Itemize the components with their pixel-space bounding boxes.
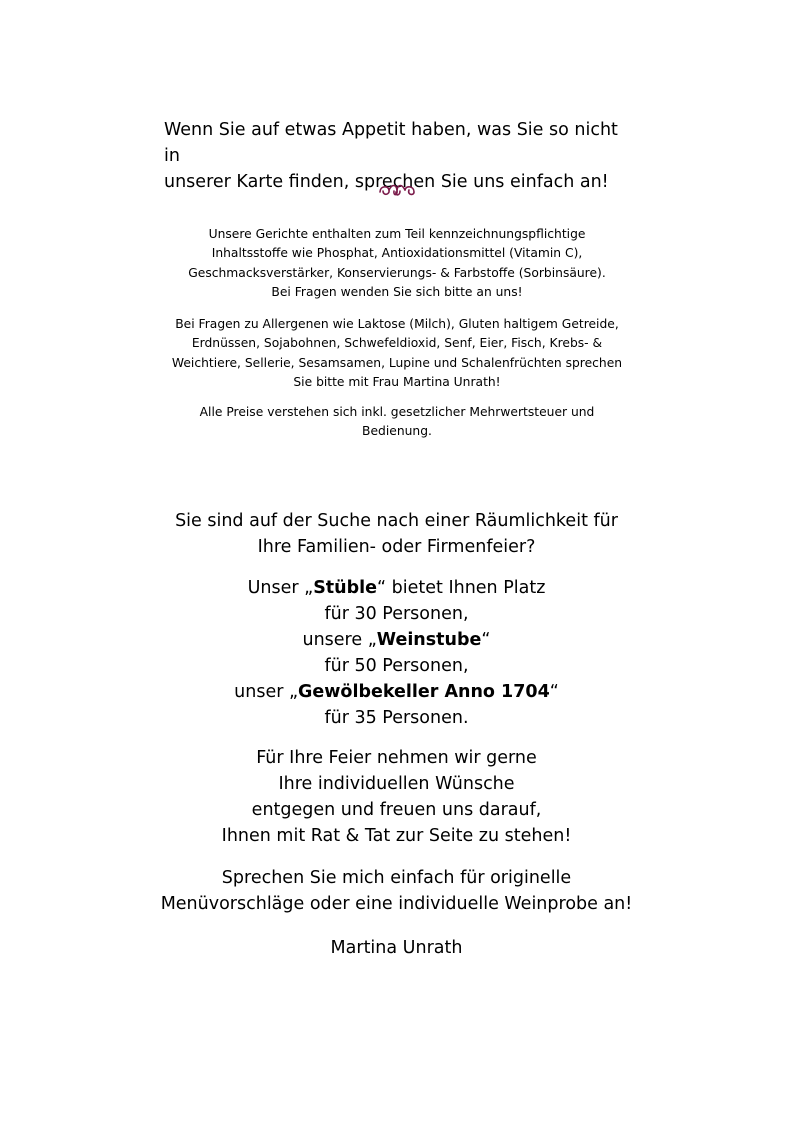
notice-line: Erdnüssen, Sojabohnen, Schwefeldioxid, Senf, Eier, Fisch, Krebs- & [191,336,603,351]
intro-line: unserer Karte finden, sprechen Sie uns einfach an! [164,172,609,192]
notice-line: Bei Fragen wenden Sie sich bitte an uns! [271,284,523,299]
notice-line: Geschmacksverstärker, Konservierungs- & Farbstoffe (Sorbinsäure). [188,265,606,280]
notice-line: Weichtiere, Sellerie, Sesamsamen, Lupine und Schalenfrüchten sprechen [171,355,623,370]
wishes-line: Ihre individuellen Wünsche [278,774,515,794]
room-gewoelbekeller: unser „Gewölbekeller Anno 1704“ [234,682,559,702]
question-line: Sie sind auf der Suche nach einer Räumlichkeit für [175,511,618,531]
contact-line: Sprechen Sie mich einfach für originelle [221,868,572,888]
contact-text [100,865,693,917]
signature-name: Martina Unrath [330,938,463,958]
notice-line: Bedienung. [362,424,432,439]
notice-line: Inhaltsstoffe wie Phosphat, Antioxidationsmittel (Vitamin C), [211,246,583,261]
flourish-icon [377,181,417,199]
wishes-line: Für Ihre Feier nehmen wir gerne [256,748,537,768]
wishes-text [100,745,693,849]
additives-notice [168,225,626,302]
room-name: Stüble [313,578,378,598]
wishes-line: Ihnen mit Rat & Tat zur Seite zu stehen! [221,826,572,846]
room-name: Gewölbekeller Anno 1704 [298,682,550,702]
event-question [100,508,693,560]
signature [100,935,693,961]
allergens-notice [168,315,626,392]
room-stueble: Unser „Stüble“ bietet Ihnen Platz [247,578,546,598]
room-capacity: für 50 Personen, [324,656,469,676]
rooms-list [100,575,693,731]
room-weinstube: unsere „Weinstube“ [302,630,491,650]
wishes-line: entgegen und freuen uns darauf, [251,800,542,820]
room-capacity: für 35 Personen. [324,708,469,728]
notice-line: Sie bitte mit Frau Martina Unrath! [293,374,501,389]
notice-line: Bei Fragen zu Allergenen wie Laktose (Milch), Gluten haltigem Getreide, [175,317,619,331]
notice-line: Unsere Gerichte enthalten zum Teil kennzeichnungspflichtige [208,227,586,241]
contact-line: Menüvorschläge oder eine individuelle Weinprobe an! [160,894,633,914]
ornament [0,181,793,203]
room-name: Weinstube [376,630,482,650]
prices-notice [168,403,626,442]
notice-line: Alle Preise verstehen sich inkl. gesetzlicher Mehrwertsteuer und [199,405,595,419]
question-line: Ihre Familien- oder Firmenfeier? [257,537,536,557]
room-capacity: für 30 Personen, [324,604,469,624]
intro-line: Wenn Sie auf etwas Appetit haben, was Sie so nicht in [164,120,618,166]
